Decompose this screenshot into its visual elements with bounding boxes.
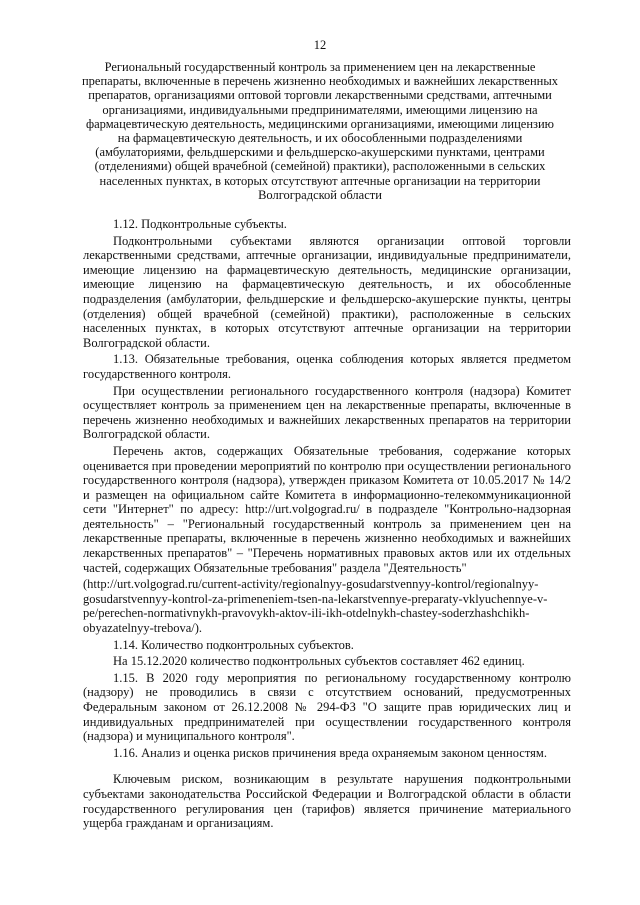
paragraph-1-12-title: 1.12. Подконтрольные субъекты. — [113, 217, 287, 231]
paragraph-acts-url: (http://urt.volgograd.ru/current-activity/regionalnyy-gosudarstvennyy-kontrol/regionalnyy-gosudarstvennyy-kontrol-za-primeneniem-tsen-na-lekarstvennye-preparaty-vklyuchennye-v-pe/perechen-normativnykh-pravovykh-aktov-ili-ikh-otdelnykh-chastey-soderzhashchikh-obyazatelnyy-trebova/). — [83, 577, 548, 636]
paragraph-1-16-title: 1.16. Анализ и оценка рисков причинения вреда охраняемым законом ценностям. — [113, 745, 547, 760]
paragraph-subjects-count: На 15.12.2020 количество подконтрольных субъектов составляет 462 единиц. — [113, 654, 525, 669]
paragraph-subjects: Подконтрольными субъектами являются организации оптовой торговли лекарственными средствами, аптечные организации, индивидуальные предприниматели, имеющие лицензию на фармацевтическую деятельность, медицинские организации, имеющие лицензию на фармацевтическую деятельность, и их обособленные подразделения (амбулатории, фельдшерские и фельдшерско-акушерские пункты, центры (отделения) общей врачебной (семейной) практики), расположенные в сельских населенных пунктах, в которых отсутствуют аптечные организации на территории Волгоградской области. — [83, 233, 571, 350]
paragraph-control: При осуществлении регионального государственного контроля (надзора) Комитет осуществляет контроль за применением цен на лекарственные препараты, включенные в перечень жизненно необходимых и важнейших лекарственных препаратов на территории Волгоградской области. — [83, 383, 571, 442]
section-heading: Региональный государственный контроль за применением цен на лекарственные препараты, включенные в перечень жизненно необходимых и важнейших лекарственных препаратов, организациями оптовой торговли лекарственными средствами, аптечными организациями, индивидуальными предпринимателями, имеющими лицензию на фармацевтическую деятельность, медицинскими организациями, имеющими лицензию на фармацевтическую деятельность, и их обособленными подразделениями (амбулаториями, фельдшерскими и фельдшерско-акушерскими пунктами, центрами (отделениями) общей врачебной (семейной) практики), расположенными в сельских населенных пунктах, в которых отсутствуют аптечные организации на территории Волгоградской области — [81, 60, 559, 202]
paragraph-1-14-title: 1.14. Количество подконтрольных субъектов. — [113, 637, 354, 652]
paragraph-acts-list: Перечень актов, содержащих Обязательные требования, содержание которых оценивается при проведении мероприятий по контролю при осуществлении регионального государственного контроля (надзора), утвержден приказом Комитета от 10.05.2017 № 14/2 и размещен на официальном сайте Комитета в информационно-телекоммуникационной сети "Интернет" по адресу: http://urt.volgograd.ru/ в подразделе "Контрольно-надзорная деятельность" – "Региональный государственный контроль за применением цен на лекарственные препараты, включенные в перечень жизненно необходимых и важнейших лекарственных препаратов" – "Перечень нормативных правовых актов или их отдельных частей, содержащих Обязательные требования" раздела "Деятельность" — [83, 443, 571, 575]
paragraph-1-13-title: 1.13. Обязательные требования, оценка соблюдения которых является предметом государственного контроля. — [83, 352, 571, 381]
page-number: 12 — [313, 38, 327, 52]
document-body — [83, 205, 571, 833]
paragraph-key-risk: Ключевым риском, возникающим в результате нарушения подконтрольными субъектами законодательства Российской Федерации и Волгоградской области в области государственного регулирования цен (тарифов) является причинение материального ущерба гражданам и организациям. — [83, 772, 571, 831]
paragraph-1-15: 1.15. В 2020 году мероприятия по региональному государственному контролю (надзору) не проводились в связи с отсутствием оснований, предусмотренных Федеральным законом от 26.12.2008 № 294-ФЗ "О защите прав юридических лиц и индивидуальных предпринимателей при осуществлении государственного контроля (надзора) и муниципального контроля". — [83, 670, 571, 744]
